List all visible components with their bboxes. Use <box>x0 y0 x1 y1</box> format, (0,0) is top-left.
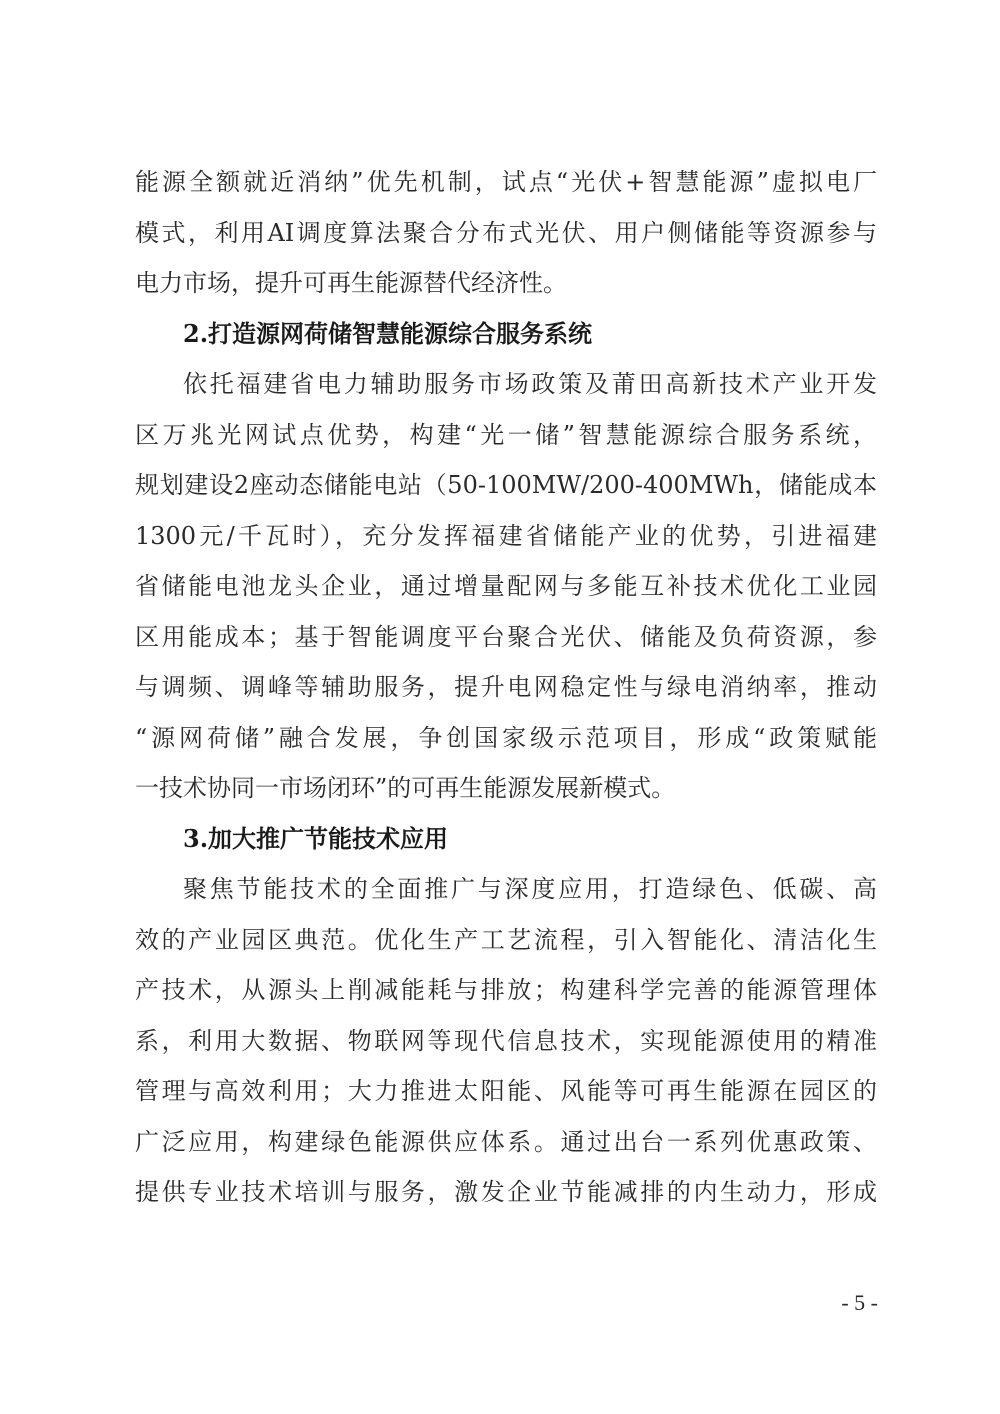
paragraph-line: 与调频、调峰等辅助服务，提升电网稳定性与绿电消纳率，推动 <box>135 673 877 701</box>
section-heading: 2.打造源网荷储智慧能源综合服务系统 <box>183 318 593 348</box>
paragraph-line: 效的产业园区典范。优化生产工艺流程，引入智能化、清洁化生 <box>135 925 877 954</box>
paragraph-line: 一技术协同一市场闭环”的可再生能源发展新模式。 <box>135 774 676 802</box>
page-number: - 5 - <box>841 1290 878 1315</box>
paragraph-line: 1300元/千瓦时），充分发挥福建省储能产业的优势，引进福建 <box>135 521 877 550</box>
paragraph-line: 管理与高效利用；大力推进太阳能、风能等可再生能源在园区的 <box>135 1077 877 1105</box>
paragraph-line: 区用能成本；基于智能调度平台聚合光伏、储能及负荷资源，参 <box>135 622 877 651</box>
paragraph-line: 提供专业技术培训与服务，激发企业节能减排的内生动力，形成 <box>135 1178 877 1206</box>
paragraph-line: 系，利用大数据、物联网等现代信息技术，实现能源使用的精准 <box>135 1026 877 1055</box>
paragraph-line: 区万兆光网试点优势，构建“光一储”智慧能源综合服务系统， <box>135 420 877 449</box>
paragraph-line: 能源全额就近消纳”优先机制，试点“光伏+智慧能源”虚拟电厂 <box>135 168 877 196</box>
paragraph-line: 规划建设2座动态储能电站（50-100MW/200-400MWh，储能成本 <box>135 471 877 499</box>
paragraph-line: 产技术，从源头上削减能耗与排放；构建科学完善的能源管理体 <box>135 976 877 1004</box>
paragraph-line: “源网荷储”融合发展，争创国家级示范项目，形成“政策赋能 <box>135 723 877 752</box>
paragraph-line: 依托福建省电力辅助服务市场政策及莆田高新技术产业开发 <box>183 370 877 398</box>
paragraph-line: 聚焦节能技术的全面推广与深度应用，打造绿色、低碳、高 <box>183 875 877 903</box>
paragraph-line: 省储能电池龙头企业，通过增量配网与多能互补技术优化工业园 <box>135 572 877 600</box>
paragraph-line: 电力市场，提升可再生能源替代经济性。 <box>135 269 567 297</box>
paragraph-line: 模式，利用AI调度算法聚合分布式光伏、用户侧储能等资源参与 <box>135 218 877 247</box>
paragraph-line: 广泛应用，构建绿色能源供应体系。通过出台一系列优惠政策、 <box>135 1127 877 1156</box>
document-body <box>135 157 877 1218</box>
section-heading: 3.加大推广节能技术应用 <box>183 823 449 853</box>
